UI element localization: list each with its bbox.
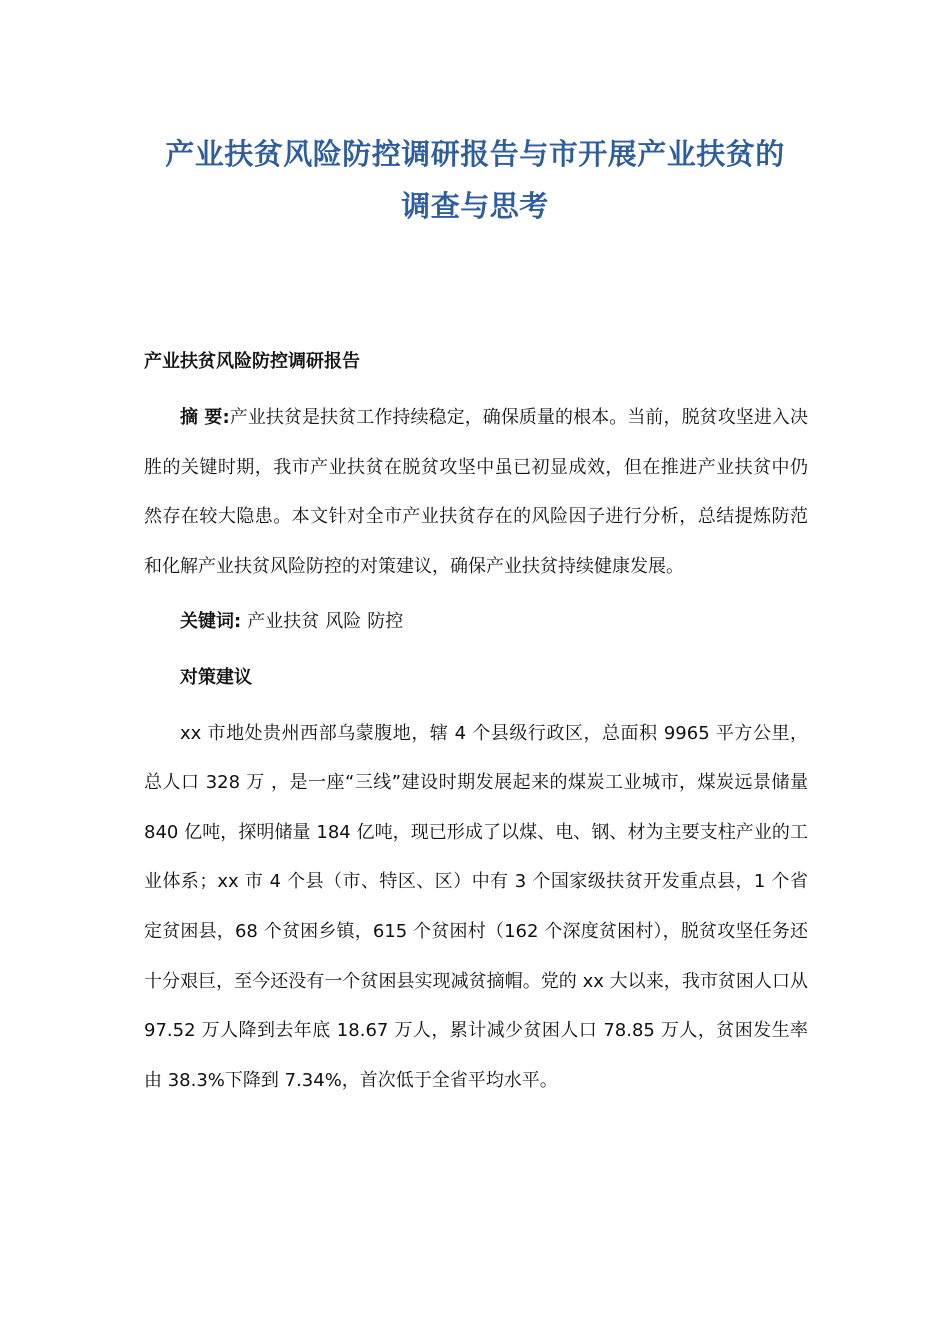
countermeasures-heading: 对策建议 bbox=[180, 666, 252, 688]
keywords-label: 关键词: bbox=[180, 611, 242, 633]
keyword-item: 风险 bbox=[325, 611, 362, 633]
keyword-item: 产业扶贫 bbox=[247, 611, 320, 633]
document-title-line-2: 调查与思考 bbox=[401, 189, 549, 223]
abstract-label: 摘 要: bbox=[180, 407, 230, 428]
keyword-item: 防控 bbox=[367, 611, 404, 633]
document-title bbox=[100, 128, 850, 232]
body-paragraph: xx 市地处贵州西部乌蒙腹地，辖 4 个县级行政区，总面积 9965 平方公里，总人口 328 万 ，是一座“三线”建设时期发展起来的煤炭工业城市，煤炭远景储量 840 亿吨，探明储量 184 亿吨，现已形成了以煤、电、钢、材为主要支柱产业的工业体系；xx 市 4 个县（市、特区、区）中有 3 个国家级扶贫开发重点县，1 个省定贫困县，68 个贫困乡镇，615 个贫困村（162 个深度贫困村），脱贫攻坚任务还十分艰巨，至今还没有一个贫困县实现减贫摘帽。党的 xx 大以来，我市贫困人口从 97.52 万人降到去年底 18.67 万人，累计减少贫困人口 78.85 万人，贫困发生率由 38.3%下降到 7.34%，首次低于全省平均水平。 bbox=[144, 722, 808, 1091]
keywords-paragraph bbox=[144, 597, 808, 647]
document-title-line-1: 产业扶贫风险防控调研报告与市开展产业扶贫的 bbox=[165, 137, 785, 171]
document-body bbox=[144, 393, 808, 1105]
section-heading: 产业扶贫风险防控调研报告 bbox=[144, 351, 360, 372]
abstract-text: 产业扶贫是扶贫工作持续稳定，确保质量的根本。当前，脱贫攻坚进入决胜的关键时期，我市产业扶贫在脱贫攻坚中虽已初显成效，但在推进产业扶贫中仍然存在较大隐患。本文针对全市产业扶贫存在的风险因子进行分析，总结提炼防范和化解产业扶贫风险防控的对策建议，确保产业扶贫持续健康发展。 bbox=[144, 407, 808, 577]
abstract-paragraph bbox=[144, 393, 808, 591]
